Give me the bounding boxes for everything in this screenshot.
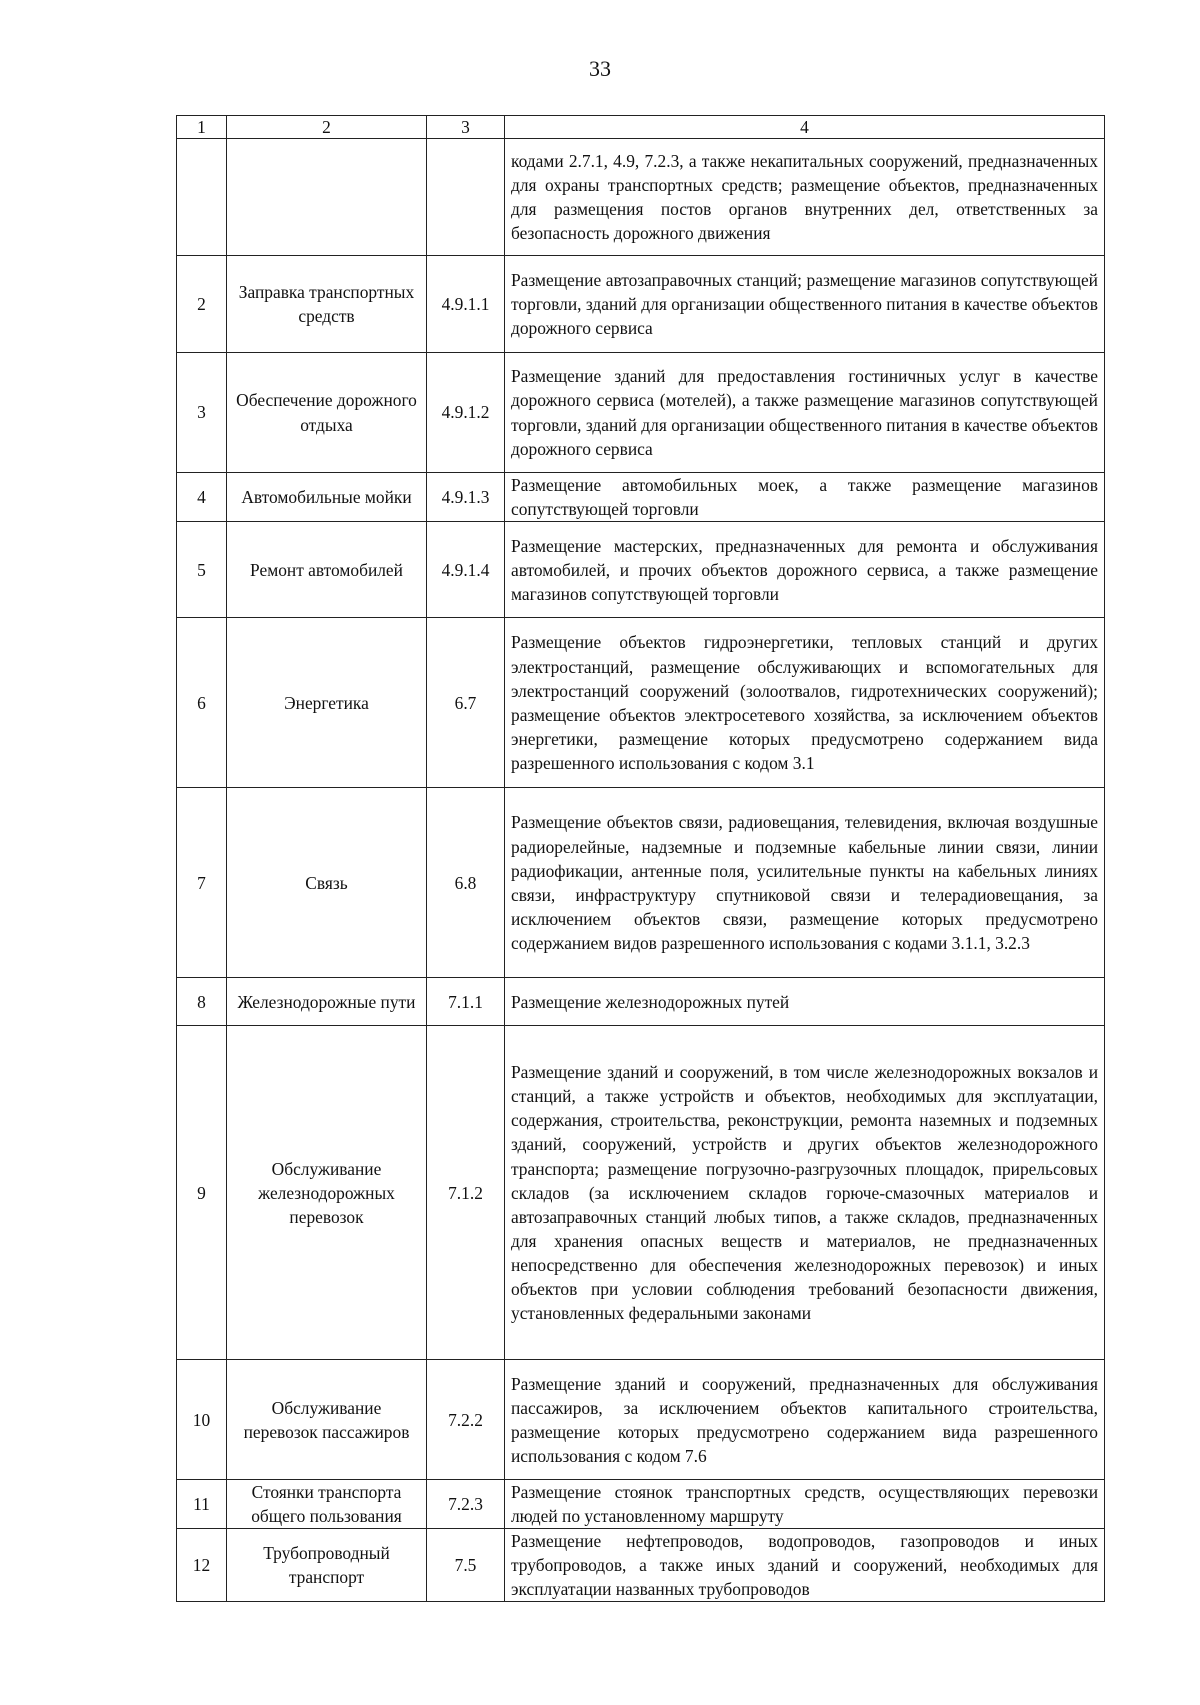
table-row — [177, 353, 1105, 473]
row-use-code: 7.2.3 — [427, 1480, 505, 1529]
row-number: 3 — [177, 353, 227, 473]
row-use-code: 7.1.1 — [427, 978, 505, 1026]
row-use-description — [505, 1026, 1105, 1360]
column-header-name: 2 — [227, 116, 427, 139]
row-use-name: Стоянки транспорта общего пользования — [227, 1480, 427, 1529]
row-use-description — [505, 1529, 1105, 1602]
row-number: 6 — [177, 618, 227, 788]
row-description-text: Размещение зданий и сооружений, предназначенных для обслуживания пассажиров, за исключением объектов капитального строительства, размещение которых предусмотрено содержанием вида разрешенного использования с кодом 7.6 — [511, 1373, 1098, 1466]
row-description-text: Размещение автозаправочных станций; размещение магазинов сопутствующей торговли, зданий для организации общественного питания в качестве объектов дорожного сервиса — [511, 269, 1098, 338]
row-number: 8 — [177, 978, 227, 1026]
row-use-code: 7.1.2 — [427, 1026, 505, 1360]
land-use-table — [176, 115, 1105, 1602]
row-description-text: Размещение объектов связи, радиовещания, телевидения, включая воздушные радиорелейные, надземные и подземные кабельные линии связи, линии радиофикации, антенные поля, усилительные пункты на кабельных линиях связи, инфраструктуру спутниковой связи и телерадиовещания, за исключением объектов связи, размещение которых предусмотрено содержанием видов разрешенного использования с кодами 3.1.1, 3.2.3 — [511, 812, 1098, 953]
row-use-name — [227, 139, 427, 256]
column-header-number: 1 — [177, 116, 227, 139]
row-use-code: 4.9.1.3 — [427, 473, 505, 522]
table-row — [177, 788, 1105, 978]
row-use-name: Обслуживание железнодорожных перевозок — [227, 1026, 427, 1360]
row-use-name: Заправка транспортных средств — [227, 256, 427, 353]
row-use-description — [505, 618, 1105, 788]
row-use-description — [505, 788, 1105, 978]
table-row — [177, 473, 1105, 522]
row-description-text: Размещение нефтепроводов, водопроводов, газопроводов и иных трубопроводов, а также иных зданий и сооружений, необходимых для эксплуатации названных трубопроводов — [511, 1531, 1098, 1600]
table-row — [177, 1480, 1105, 1529]
row-use-name: Ремонт автомобилей — [227, 522, 427, 618]
row-description-text: Размещение зданий для предоставления гостиничных услуг в качестве дорожного сервиса (мотелей), а также размещение магазинов сопутствующей торговли, зданий для организации общественного питания в качестве объектов дорожного сервиса — [511, 366, 1098, 459]
row-number: 9 — [177, 1026, 227, 1360]
table-row — [177, 1360, 1105, 1480]
row-use-code: 4.9.1.2 — [427, 353, 505, 473]
column-header-description: 4 — [505, 116, 1105, 139]
row-description-text: Размещение мастерских, предназначенных для ремонта и обслуживания автомобилей, и прочих объектов дорожного сервиса, а также размещение магазинов сопутствующей торговли — [511, 535, 1098, 604]
row-use-name: Обеспечение дорожного отдыха — [227, 353, 427, 473]
row-use-code: 6.8 — [427, 788, 505, 978]
row-number: 10 — [177, 1360, 227, 1480]
table-row — [177, 1026, 1105, 1360]
page-number: 33 — [589, 56, 611, 81]
table-row — [177, 522, 1105, 618]
table-row — [177, 139, 1105, 256]
table-header-row — [177, 116, 1105, 139]
row-use-code — [427, 139, 505, 256]
row-use-name: Энергетика — [227, 618, 427, 788]
table-row — [177, 1529, 1105, 1602]
row-number — [177, 139, 227, 256]
row-use-name: Связь — [227, 788, 427, 978]
row-number: 2 — [177, 256, 227, 353]
row-use-description — [505, 1480, 1105, 1529]
row-use-name: Железнодорожные пути — [227, 978, 427, 1026]
row-description-text: Размещение железнодорожных путей — [511, 991, 790, 1012]
table-row — [177, 618, 1105, 788]
row-use-description — [505, 473, 1105, 522]
row-number: 12 — [177, 1529, 227, 1602]
row-description-text: Размещение объектов гидроэнергетики, тепловых станций и других электростанций, размещение обслуживающих и вспомогательных для электростанций сооружений (золоотвалов, гидротехнических сооружений); размещение объектов электросетевого хозяйства, за исключением объектов энергетики, размещение которых предусмотрено содержанием вида разрешенного использования с кодом 3.1 — [511, 632, 1098, 773]
row-use-name: Обслуживание перевозок пассажиров — [227, 1360, 427, 1480]
row-use-description — [505, 1360, 1105, 1480]
row-use-name: Автомобильные мойки — [227, 473, 427, 522]
row-use-code: 7.5 — [427, 1529, 505, 1602]
row-description-text: Размещение стоянок транспортных средств, осуществляющих перевозки людей по установленному маршруту — [511, 1482, 1098, 1527]
row-description-text: Размещение автомобильных моек, а также размещение магазинов сопутствующей торговли — [511, 475, 1098, 520]
row-use-description — [505, 353, 1105, 473]
column-header-code: 3 — [427, 116, 505, 139]
row-number: 4 — [177, 473, 227, 522]
row-number: 11 — [177, 1480, 227, 1529]
row-number: 5 — [177, 522, 227, 618]
row-use-description — [505, 256, 1105, 353]
row-use-description — [505, 139, 1105, 256]
row-use-description — [505, 978, 1105, 1026]
row-use-code: 4.9.1.4 — [427, 522, 505, 618]
row-description-text: кодами 2.7.1, 4.9, 7.2.3, а также некапитальных сооружений, предназначенных для охраны транспортных средств; размещение объектов, предназначенных для размещения постов органов внутренних дел, ответственных за безопасность дорожного движения — [511, 150, 1098, 244]
table-row — [177, 978, 1105, 1026]
table-row — [177, 256, 1105, 353]
row-use-code: 7.2.2 — [427, 1360, 505, 1480]
row-use-name: Трубопроводный транспорт — [227, 1529, 427, 1602]
row-use-code: 4.9.1.1 — [427, 256, 505, 353]
row-description-text: Размещение зданий и сооружений, в том числе железнодорожных вокзалов и станций, а также устройств и объектов, необходимых для эксплуатации, содержания, строительства, реконструкции, ремонта наземных и подземных зданий, сооружений, устройств и других объектов железнодорожного транспорта; размещение погрузочно-разгрузочных площадок, прирельсовых складов (за исключением складов горюче-смазочных материалов и автозаправочных станций любых типов, а также складов, предназначенных для хранения опасных веществ и материалов, не предназначенных непосредственно для обеспечения железнодорожных перевозок) и иных объектов при условии соблюдения требований безопасности движения, установленных федеральными законами — [511, 1062, 1098, 1323]
row-use-description — [505, 522, 1105, 618]
row-number: 7 — [177, 788, 227, 978]
row-use-code: 6.7 — [427, 618, 505, 788]
